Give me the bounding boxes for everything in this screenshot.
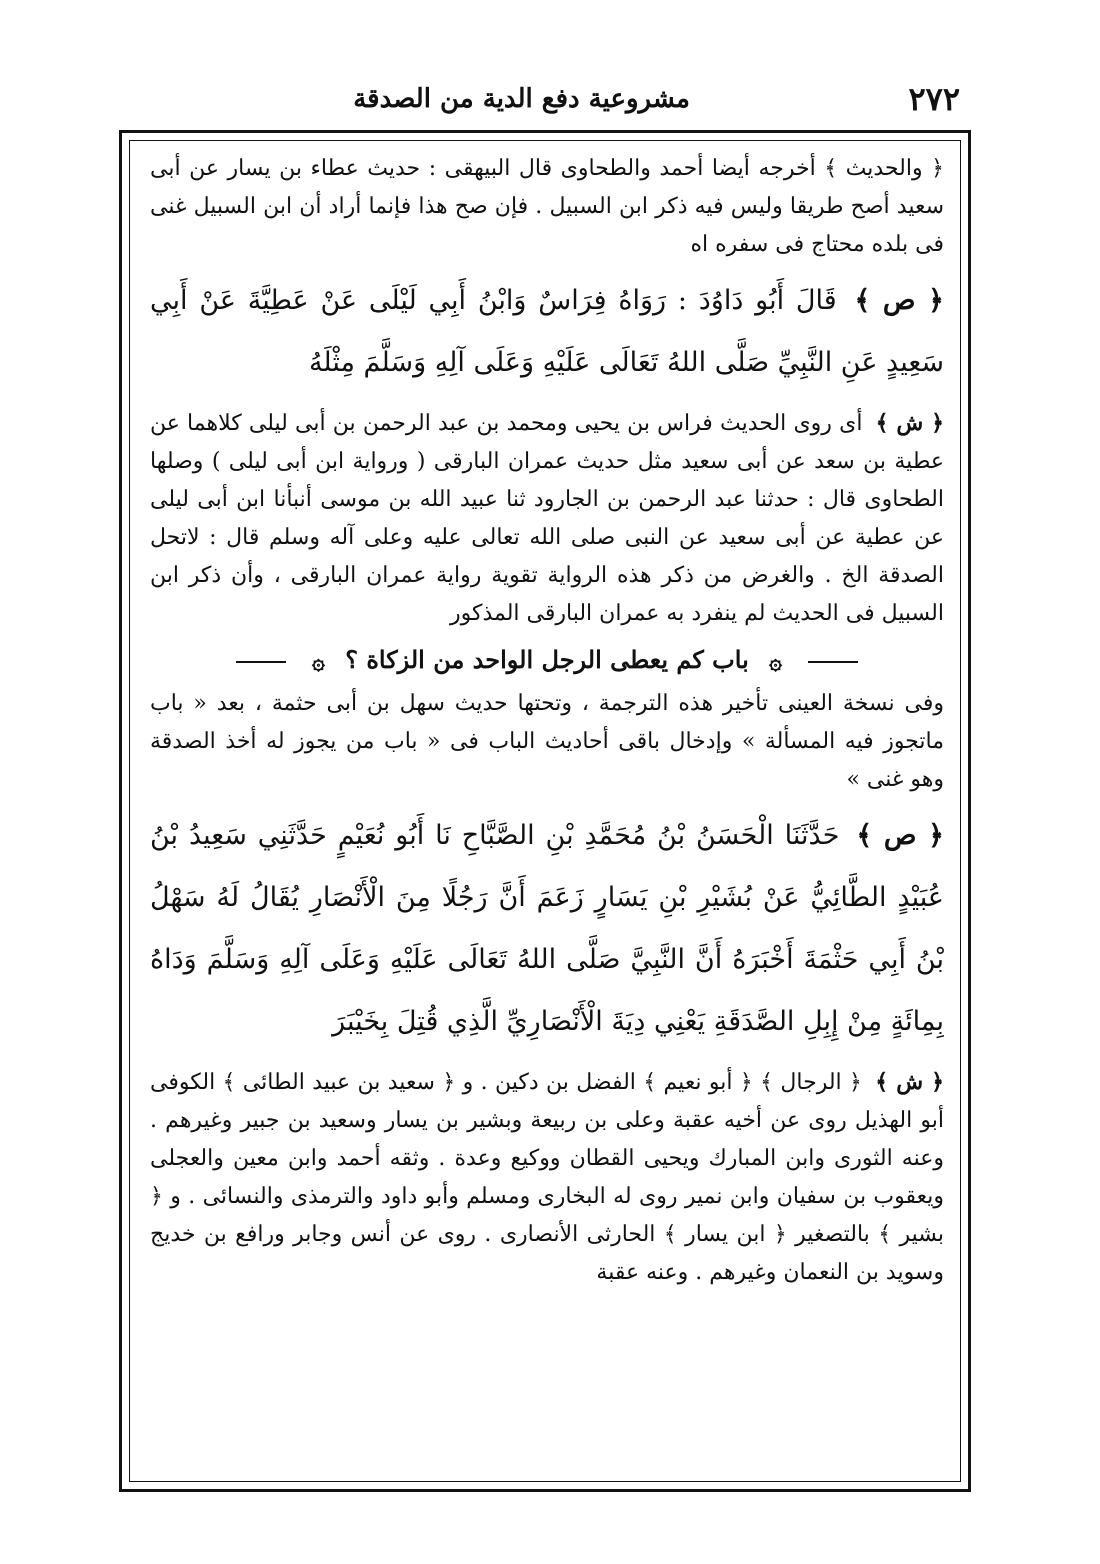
shin-marker: ﴿ ش ﴾	[875, 1068, 944, 1095]
ornament-icon: ۞	[311, 648, 325, 675]
paragraph-text: وفى نسخة العينى تأخير هذه الترجمة ، وتحتها حديث سهل بن أبى حثمة ، بعد « باب ماتجوز فيه المسألة » وإدخال باقى أحاديث الباب فى « باب من يجوز له أخذ الصدقة وهو غنى »	[150, 690, 944, 792]
commentary-paragraph	[150, 404, 944, 633]
paragraph-text: حَدَّثَنَا الْحَسَنُ بْنُ مُحَمَّدِ بْنِ الصَّبَّاحِ نَا أَبُو نُعَيْمٍ حَدَّثَنِي سَعِيدُ بْنُ عُبَيْدٍ الطَّائِيُّ عَنْ بُشَيْرِ بْنِ يَسَارٍ زَعَمَ أَنَّ رَجُلًا مِنَ الْأَنْصَارِ يُقَالُ لَهُ سَهْلُ بْنُ أَبِي حَثْمَةَ أَخْبَرَهُ أَنَّ النَّبِيَّ صَلَّى اللهُ تَعَالَى عَلَيْهِ وَعَلَى آلِهِ وَسَلَّمَ وَدَاهُ بِمِائَةٍ مِنْ إِبِلِ الصَّدَقَةِ يَعْنِي دِيَةَ الْأَنْصَارِيِّ الَّذِي قُتِلَ بِخَيْبَرَ	[150, 819, 944, 1037]
paragraph-text: ﴿ والحديث ﴾ أخرجه أيضا أحمد والطحاوى قال البيهقى : حديث عطاء بن يسار عن أبى سعيد أصح طريقا وليس فيه ذكر ابن السبيل . فإن صح هذا فإنما أراد أن ابن السبيل غنى فى بلده محتاج فى سفره اه	[150, 156, 944, 257]
divider	[236, 661, 286, 663]
paragraph-text: أى روى الحديث فراس بن يحيى ومحمد بن عبد الرحمن بن أبى ليلى كلاهما عن عطية بن سعد عن أبى سعيد مثل حديث عمران البارقى ( ورواية ابن أبى ليلى ) وصلها الطحاوى قال : حدثنا عبد الرحمن بن الجارود ثنا عبيد الله بن موسى أنبأنا ابن أبى ليلى عن عطية عن أبى سعيد عن النبى صلى الله تعالى عليه وعلى آله وسلم قال : لاتحل الصدقة الخ . والغرض من ذكر هذه الرواية تقوية رواية عمران البارقى ، وأن ذكر ابن السبيل فى الحديث لم ينفرد به عمران البارقى المذكور	[150, 411, 944, 626]
sad-marker: ﴿ ص ﴾	[856, 819, 944, 851]
hadith-text-paragraph	[150, 805, 944, 1053]
paragraph-text: قَالَ أَبُو دَاوُدَ : رَوَاهُ فِرَاسٌ وَابْنُ أَبِي لَيْلَى عَنْ عَطِيَّةَ عَنْ أَبِي سَعِيدٍ عَنِ النَّبِيِّ صَلَّى اللهُ تَعَالَى عَلَيْهِ وَعَلَى آلِهِ وَسَلَّمَ مِثْلَهُ	[150, 285, 944, 378]
chapter-heading	[150, 645, 944, 675]
page-content	[150, 150, 944, 1470]
hadith-text-paragraph	[150, 270, 944, 394]
sad-marker: ﴿ ص ﴾	[854, 285, 944, 316]
commentary-paragraph	[150, 150, 944, 264]
chapter-title: باب كم يعطى الرجل الواحد من الزكاة ؟	[345, 645, 749, 674]
page-header	[140, 78, 980, 128]
divider	[808, 661, 858, 663]
commentary-paragraph	[150, 685, 944, 799]
ornament-icon: ۞	[769, 648, 783, 675]
paragraph-text: ﴿ الرجال ﴾ ﴿ أبو نعيم ﴾ الفضل بن دكين . و ﴿ سعيد بن عبيد الطائى ﴾ الكوفى أبو الهذيل روى عن أخيه عقبة وعلى بن ربيعة وبشير بن يسار وسعيد بن جبير وغيرهم . وعنه الثورى وابن المبارك ويحيى القطان ووكيع وعدة . وثقه أحمد وابن معين والعجلى ويعقوب بن سفيان وابن نمير روى له البخارى ومسلم وأبو داود والترمذى والنسائى . و ﴿ بشير ﴾ بالتصغير ﴿ ابن يسار ﴾ الحارثى الأنصارى . روى عن أنس وجابر ورافع بن خديج وسويد بن النعمان وغيرهم . وعنه عقبة	[150, 1069, 944, 1285]
page-number: ٢٧٢	[908, 80, 960, 118]
shin-marker: ﴿ ش ﴾	[875, 410, 944, 436]
running-title: مشروعية دفع الدية من الصدقة	[353, 84, 690, 114]
commentary-paragraph	[150, 1063, 944, 1292]
